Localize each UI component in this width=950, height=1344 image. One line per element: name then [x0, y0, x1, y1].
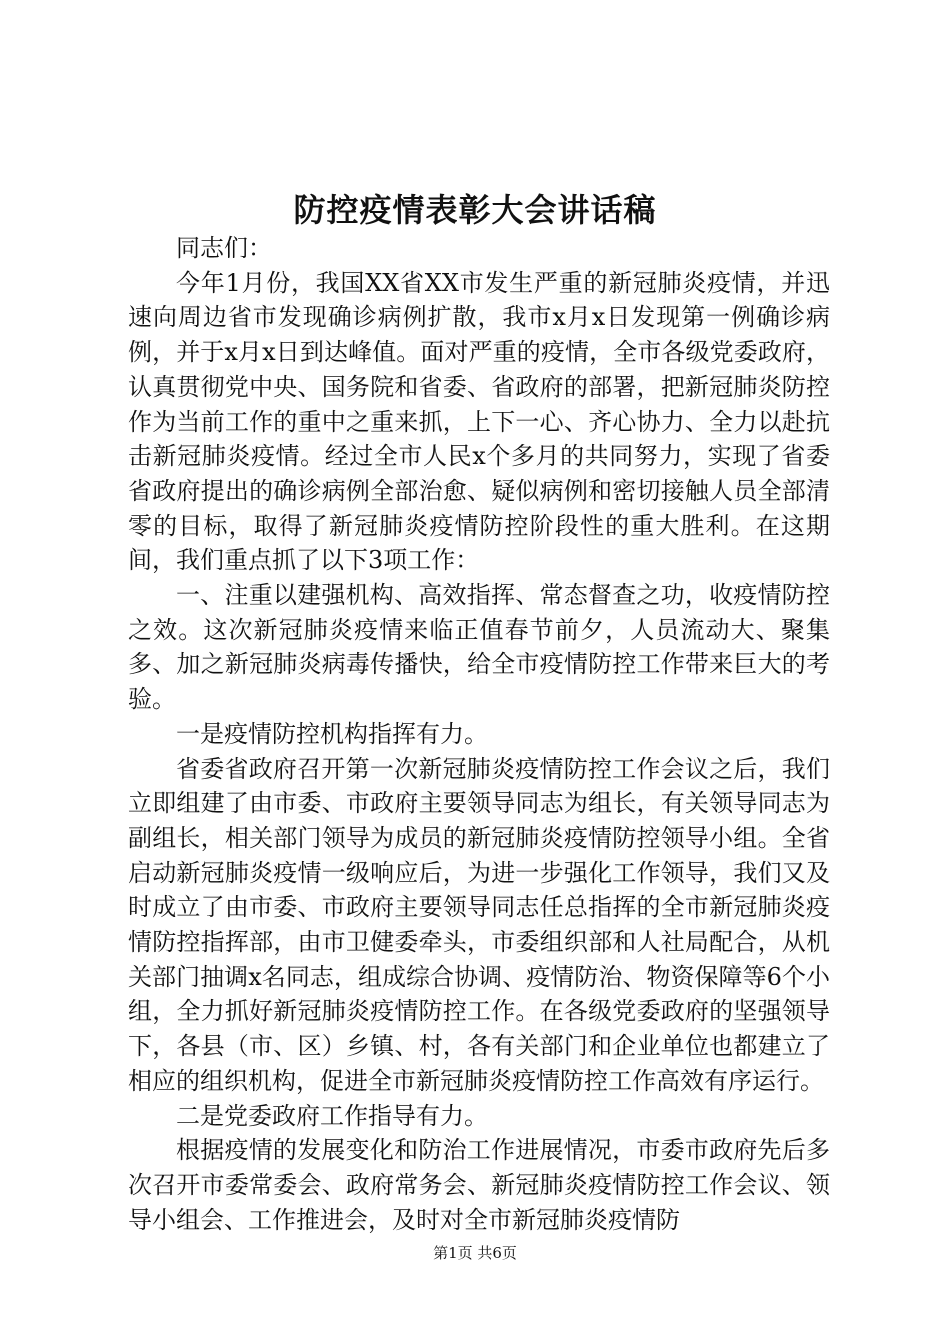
- section-one-paragraph: 一、注重以建强机构、高效指挥、常态督查之功，收疫情防控之效。这次新冠肺炎疫情来临正值春节前夕，人员流动大、聚集多、加之新冠肺炎病毒传播快，给全市疫情防控工作带来巨大的考验。: [128, 581, 830, 714]
- guidance-paragraph: 根据疫情的发展变化和防治工作进展情况，市委市政府先后多次召开市委常委会、政府常务会、新冠肺炎疫情防控工作会议、领导小组会、工作推进会，及时对全市新冠肺炎疫情防: [128, 1136, 830, 1234]
- subheading-command: 一是疫情防控机构指挥有力。: [176, 719, 488, 748]
- document-title: 防控疫情表彰大会讲话稿: [293, 191, 657, 229]
- page-footer: 第1页 共6页: [433, 1244, 517, 1262]
- intro-paragraph: 今年1月份，我国XX省XX市发生严重的新冠肺炎疫情，并迅速向周边省市发现确诊病例扩散，我市x月x日发现第一例确诊病例，并于x月x日到达峰值。面对严重的疫情，全市各级党委政府，认真贯彻党中央、国务院和省委、省政府的部署，把新冠肺炎防控作为当前工作的重中之重来抓，上下一心、齐心协力、全力以赴抗击新冠肺炎疫情。经过全市人民x个多月的共同努力，实现了省委省政府提出的确诊病例全部治愈、疑似病例和密切接触人员全部清零的目标，取得了新冠肺炎疫情防控阶段性的重大胜利。在这期间，我们重点抓了以下3项工作：: [128, 268, 830, 575]
- salutation-paragraph: 同志们：: [176, 234, 272, 262]
- command-paragraph: 省委省政府召开第一次新冠肺炎疫情防控工作会议之后，我们立即组建了由市委、市政府主要领导同志为组长，有关领导同志为副组长，相关部门领导为成员的新冠肺炎疫情防控领导小组。全省启动新冠肺炎疫情一级响应后，为进一步强化工作领导，我们又及时成立了由市委、市政府主要领导同志任总指挥的全市新冠肺炎疫情防控指挥部，由市卫健委牵头，市委组织部和人社局配合，从机关部门抽调x名同志，组成综合协调、疫情防治、物资保障等6个小组，全力抓好新冠肺炎疫情防控工作。在各级党委政府的坚强领导下，各县（市、区）乡镇、村，各有关部门和企业单位也都建立了相应的组织机构，促进全市新冠肺炎疫情防控工作高效有序运行。: [128, 754, 830, 1095]
- document-body: [128, 231, 830, 1237]
- subheading-guidance: 二是党委政府工作指导有力。: [176, 1101, 488, 1130]
